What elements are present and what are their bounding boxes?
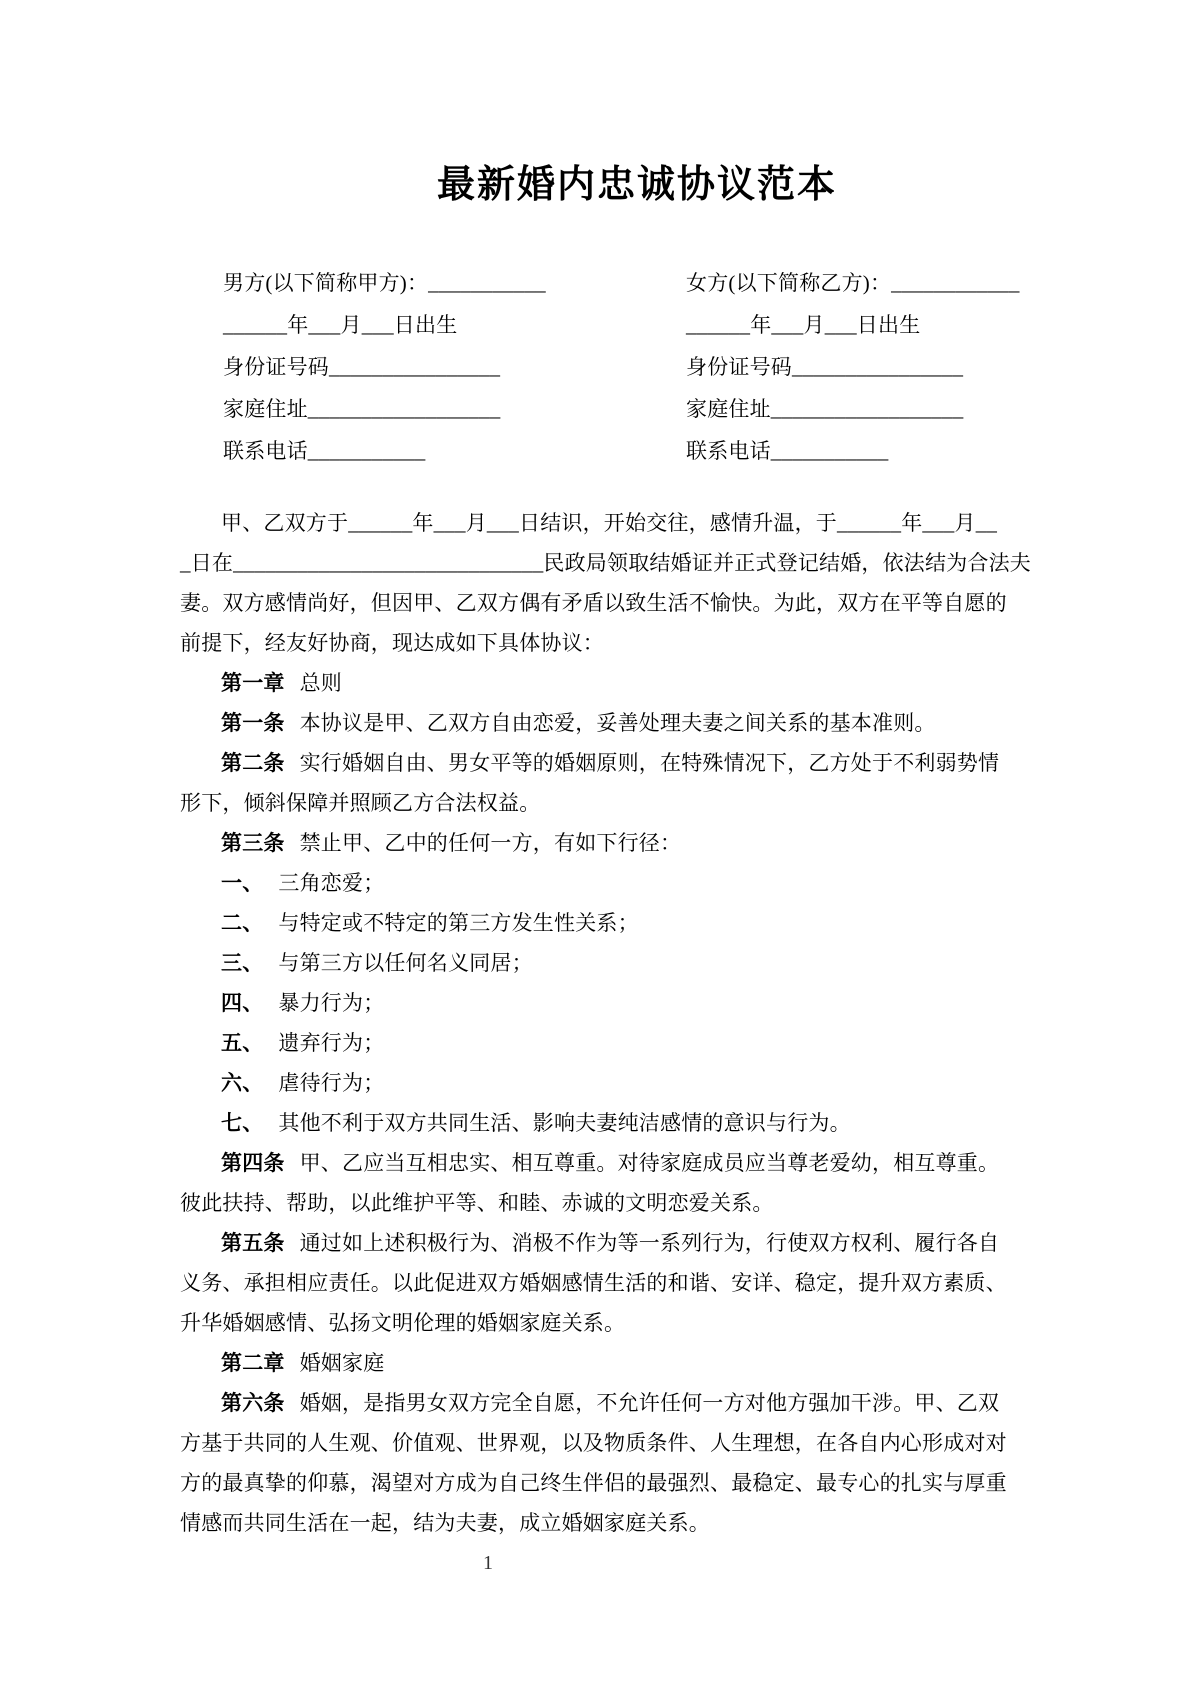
clause-text: 暴力行为； [278, 991, 385, 1016]
body-line [180, 1063, 1010, 1103]
body-line [180, 623, 1010, 663]
body-line [180, 823, 1010, 863]
body-line [180, 1503, 1010, 1543]
body-line [180, 783, 1010, 823]
body-line [180, 1263, 1010, 1303]
clause-text: 与第三方以任何名义同居； [278, 951, 533, 976]
clause-text: 其他不利于双方共同生活、影响夫妻纯洁感情的意识与行为。 [278, 1111, 851, 1136]
body-line [180, 743, 1010, 783]
clause-label: 第一章 [221, 671, 285, 696]
clause-label: 四、 [221, 991, 264, 1016]
clause-text: 禁止甲、乙中的任何一方，有如下行径： [299, 831, 682, 856]
clause-label: 一、 [221, 871, 264, 896]
party-a-line: ______年___月___日出生 [223, 313, 458, 338]
clause-text: 三角恋爱； [278, 871, 385, 896]
body-line [180, 1183, 1010, 1223]
clause-text: 情感而共同生活在一起，结为夫妻，成立婚姻家庭关系。 [180, 1511, 710, 1536]
party-b-info [686, 262, 1020, 472]
clause-label: 第四条 [221, 1151, 285, 1176]
page-number: 1 [483, 1552, 493, 1574]
body-line [180, 543, 1031, 583]
clause-text: 遗弃行为； [278, 1031, 385, 1056]
clause-text: 婚姻，是指男女双方完全自愿，不允许任何一方对他方强加干涉。甲、乙双 [299, 1391, 1000, 1416]
party-a-line: 联系电话___________ [223, 439, 426, 464]
clause-text: 义务、承担相应责任。以此促进双方婚姻感情生活的和谐、安详、稳定，提升双方素质、 [180, 1271, 1007, 1296]
body-line [180, 943, 1010, 983]
body-line [180, 663, 1010, 703]
party-b-line: 家庭住址__________________ [686, 397, 964, 422]
clause-label: 二、 [221, 911, 264, 936]
clause-label: 第六条 [221, 1391, 285, 1416]
party-info-section [180, 262, 1020, 472]
clause-text: 升华婚姻感情、弘扬文明伦理的婚姻家庭关系。 [180, 1311, 626, 1336]
clause-label: 第三条 [221, 831, 285, 856]
clause-text: 彼此扶持、帮助，以此维护平等、和睦、赤诚的文明恋爱关系。 [180, 1191, 774, 1216]
clause-label: 七、 [221, 1111, 264, 1136]
clause-text: 甲、乙双方于______年___月___日结识，开始交往，感情升温，于______年___月__ [221, 511, 998, 536]
clause-text: 甲、乙应当互相忠实、相互尊重。对待家庭成员应当尊老爱幼，相互尊重。 [299, 1151, 1000, 1176]
clause-text: 总则 [299, 671, 343, 696]
party-b-line: ______年___月___日出生 [686, 313, 921, 338]
party-a-line: 家庭住址__________________ [223, 397, 501, 422]
clause-label: 三、 [221, 951, 264, 976]
body-line [180, 1143, 1010, 1183]
clause-label: 第五条 [221, 1231, 285, 1256]
body-line [180, 1463, 1010, 1503]
party-b-line: 联系电话___________ [686, 439, 889, 464]
body-line [180, 1383, 1010, 1423]
clause-text: 妻。双方感情尚好，但因甲、乙双方偶有矛盾以致生活不愉快。为此，双方在平等自愿的 [180, 591, 1007, 616]
body-line [180, 1023, 1010, 1063]
clause-label: 第二条 [221, 751, 285, 776]
clause-text: 实行婚姻自由、男女平等的婚姻原则，在特殊情况下，乙方处于不利弱势情 [299, 751, 1000, 776]
body-line [180, 1103, 1010, 1143]
body-line [180, 863, 1010, 903]
body-line [180, 1303, 1010, 1343]
clause-text: 方基于共同的人生观、价值观、世界观，以及物质条件、人生理想，在各自内心形成对对 [180, 1431, 1007, 1456]
party-b-line: 身份证号码________________ [686, 355, 964, 380]
party-a-line: 身份证号码________________ [223, 355, 501, 380]
clause-label: 五、 [221, 1031, 264, 1056]
party-b-line: 女方(以下简称乙方)：____________ [686, 271, 1020, 296]
clause-label: 六、 [221, 1071, 264, 1096]
party-a-line: 男方(以下简称甲方)：___________ [223, 271, 546, 296]
body-line [180, 1343, 1010, 1383]
clause-text: 虐待行为； [278, 1071, 385, 1096]
document-title: 最新婚内忠诚协议范本 [436, 164, 837, 207]
body-line [180, 903, 1010, 943]
clause-text: 前提下，经友好协商，现达成如下具体协议： [180, 631, 604, 656]
clause-text: 本协议是甲、乙双方自由恋爱，妥善处理夫妻之间关系的基本准则。 [299, 711, 936, 736]
body-line [180, 1223, 1010, 1263]
clause-text: _日在_____________________________民政局领取结婚证并正式登记结婚，依法结为合法夫 [180, 551, 1031, 576]
clause-label: 第一条 [221, 711, 285, 736]
body-line [180, 983, 1010, 1023]
clause-text: 与特定或不特定的第三方发生性关系； [278, 911, 639, 936]
party-a-info [223, 262, 546, 472]
body-line [180, 503, 1010, 543]
clause-text: 方的最真挚的仰慕，渴望对方成为自己终生伴侣的最强烈、最稳定、最专心的扎实与厚重 [180, 1471, 1007, 1496]
body-line [180, 703, 1010, 743]
clause-text: 形下，倾斜保障并照顾乙方合法权益。 [180, 791, 541, 816]
clause-label: 第二章 [221, 1351, 285, 1376]
body-line [180, 1423, 1010, 1463]
clause-text: 婚姻家庭 [299, 1351, 385, 1376]
body-text [180, 503, 1031, 1543]
clause-text: 通过如上述积极行为、消极不作为等一系列行为，行使双方权利、履行各自 [299, 1231, 1000, 1256]
body-line [180, 583, 1010, 623]
